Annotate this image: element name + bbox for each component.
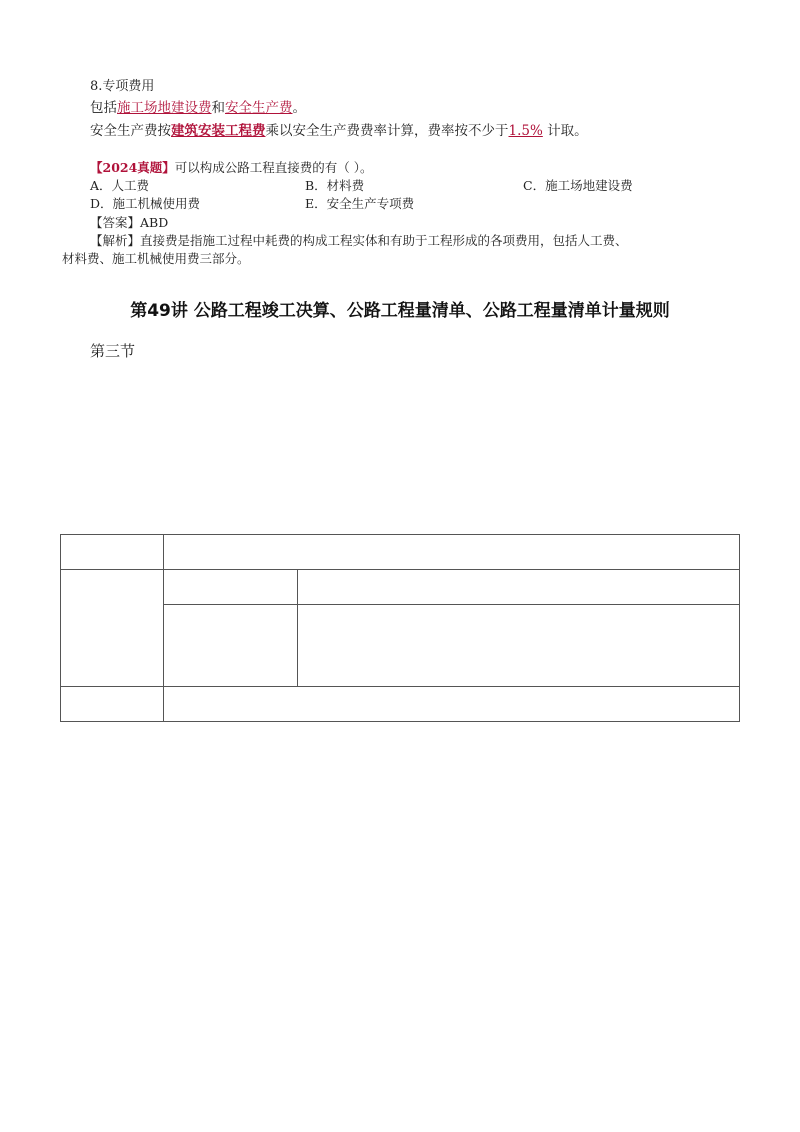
- table-row-divider: [60, 686, 740, 687]
- p2-mid: 乘以安全生产费费率计算，费率按不少于: [265, 123, 509, 139]
- paragraph-safety-fee-rule: [90, 122, 588, 140]
- question-stem: [90, 159, 373, 177]
- p2-suffix: 计取。: [542, 123, 588, 139]
- lecture-title: 第49讲 公路工程竣工决算、公路工程量清单、公路工程量清单计量规则: [130, 301, 670, 321]
- table-border: [60, 534, 740, 722]
- option-a: A．人工费: [90, 178, 150, 193]
- option-e: E．安全生产专项费: [305, 196, 415, 211]
- p1-suffix: 。: [292, 100, 306, 116]
- highlight-construction-install-fee: 建筑安装工程费: [171, 123, 266, 139]
- analysis-line-1: 【解析】直接费是指施工过程中耗费的构成工程实体和有助于工程形成的各项费用，包括人工费、: [90, 233, 628, 248]
- option-d: D．施工机械使用费: [90, 196, 201, 211]
- option-c: C．施工场地建设费: [523, 178, 633, 193]
- option-b: B．材料费: [305, 178, 365, 193]
- analysis-line-2: 材料费、施工机械使用费三部分。: [62, 251, 250, 266]
- p2-prefix: 安全生产费按: [90, 123, 171, 139]
- question-tag: 【2024真题】: [90, 160, 175, 175]
- section-8-heading: 8.专项费用: [90, 79, 155, 94]
- paragraph-special-costs: [90, 99, 306, 117]
- table-row-divider: [163, 604, 740, 605]
- question-text: 可以构成公路工程直接费的有（ ）。: [174, 160, 373, 175]
- section-label: 第三节: [90, 342, 136, 360]
- highlight-site-construction-fee: 施工场地建设费: [117, 100, 212, 116]
- answer-line: 【答案】ABD: [90, 215, 169, 230]
- p1-mid: 和: [211, 100, 225, 116]
- table-col-divider: [163, 534, 164, 722]
- table-row-divider: [60, 569, 740, 570]
- table-col-divider: [297, 569, 298, 686]
- p1-prefix: 包括: [90, 100, 117, 116]
- highlight-safety-fee: 安全生产费: [225, 100, 293, 116]
- highlight-rate: 1.5%: [508, 123, 543, 139]
